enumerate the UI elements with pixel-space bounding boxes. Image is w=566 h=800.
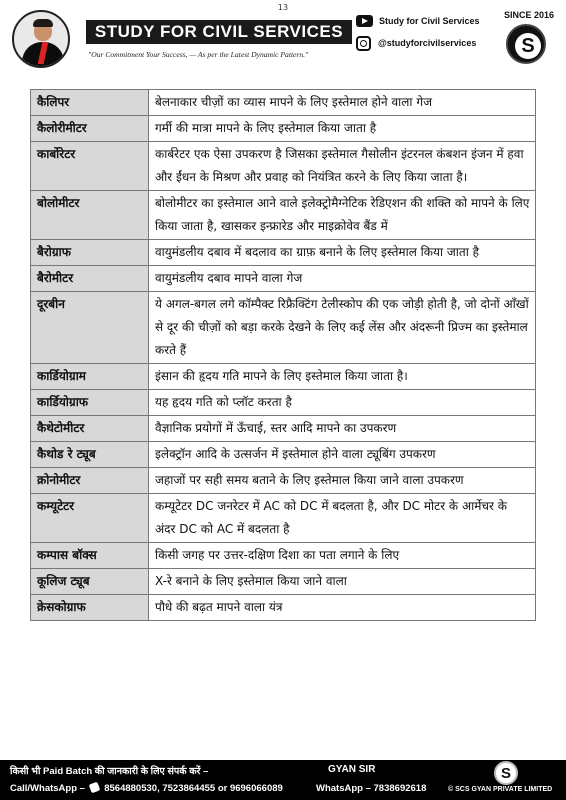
instagram-handle: @studyforcivilservices <box>378 38 477 48</box>
description-cell: जहाजों पर सही समय बताने के लिए इस्तेमाल किया जाने वाला उपकरण <box>149 468 536 494</box>
table-row <box>31 90 536 116</box>
table-row <box>31 595 536 621</box>
table-row <box>31 416 536 442</box>
term-cell: कम्पास बॉक्स <box>31 543 149 569</box>
table-row <box>31 442 536 468</box>
page-footer <box>0 760 566 800</box>
table-row <box>31 569 536 595</box>
description-cell: इलेक्ट्रॉन आदि के उत्सर्जन में इस्तेमाल होने वाला ट्यूबिंग उपकरण <box>149 442 536 468</box>
description-cell: गर्मी की मात्रा मापने के लिए इस्तेमाल किया जाता है <box>149 116 536 142</box>
description-cell: बोलोमीटर का इस्तेमाल आने वाले इलेक्ट्रोमैग्नेटिक रेडिएशन की शक्ति को मापने के लिए किया जाता है, खासकर इन्फ्रारेड और माइक्रोवेव बैंड में <box>149 191 536 240</box>
table-row <box>31 543 536 569</box>
description-cell: वैज्ञानिक प्रयोगों में ऊँचाई, स्तर आदि मापने का उपकरण <box>149 416 536 442</box>
description-cell: इंसान की हृदय गति मापने के लिए इस्तेमाल किया जाता है। <box>149 364 536 390</box>
description-cell: X-रे बनाने के लिए इस्तेमाल किया जाने वाला <box>149 569 536 595</box>
brand-tagline: "Our Commitment Your Success, — As per the Latest Dynamic Pattern." <box>88 50 309 59</box>
table-row <box>31 116 536 142</box>
since-label: SINCE 2016 <box>504 10 555 20</box>
term-cell: बैरोमीटर <box>31 266 149 292</box>
term-cell: क्रोनोमीटर <box>31 468 149 494</box>
contact-prefix: Call/WhatsApp – <box>10 783 85 794</box>
term-cell: कम्यूटेटर <box>31 494 149 543</box>
brand-logo <box>506 24 546 64</box>
description-cell: यह हृदय गति को प्लॉट करता है <box>149 390 536 416</box>
page-header <box>8 8 558 70</box>
footer-inquiry-text: किसी भी Paid Batch की जानकारी के लिए संपर्क करें – <box>10 766 209 777</box>
term-cell: कूलिज ट्यूब <box>31 569 149 595</box>
table-row <box>31 390 536 416</box>
table-row <box>31 468 536 494</box>
description-cell: ये अगल-बगल लगे कॉम्पैक्ट रिफ्रैक्टिंग टेलीस्कोप की एक जोड़ी होती है, जो दोनों आँखों से दूर की चीज़ों को बड़ा करके देखने के लिए कई लेंस और अंदरूनी प्रिज्म का इस्तेमाल करते हैं <box>149 292 536 364</box>
footer-logo-letter: S <box>500 765 511 782</box>
term-cell: कैलोरीमीटर <box>31 116 149 142</box>
description-cell: कार्बरेटर एक ऐसा उपकरण है जिसका इस्तेमाल गैसोलीन इंटरनल कंबशन इंजन में हवा और ईंधन के मिश्रण और प्रवाह को नियंत्रित करने के लिए किया जाता है। <box>149 142 536 191</box>
contact-numbers: 8564880530, 7523864455 or 9696066089 <box>104 783 283 794</box>
description-cell: किसी जगह पर उत्तर-दक्षिण दिशा का पता लगाने के लिए <box>149 543 536 569</box>
youtube-link[interactable] <box>356 12 506 30</box>
table-row <box>31 494 536 543</box>
footer-logo <box>494 761 518 785</box>
term-cell: कैथोड रे ट्यूब <box>31 442 149 468</box>
term-cell: क्रेसकोग्राफ <box>31 595 149 621</box>
table-row <box>31 292 536 364</box>
description-cell: बेलनाकार चीज़ों का व्यास मापने के लिए इस्तेमाल होने वाला गेज <box>149 90 536 116</box>
brand-title: STUDY FOR CIVIL SERVICES <box>86 20 352 44</box>
table-row <box>31 142 536 191</box>
description-cell: पौधे की बढ़त मापने वाला यंत्र <box>149 595 536 621</box>
table-row <box>31 191 536 240</box>
table-row <box>31 364 536 390</box>
term-cell: कार्डियोग्राम <box>31 364 149 390</box>
term-cell: कैथेटोमीटर <box>31 416 149 442</box>
term-cell: बैरोग्राफ <box>31 240 149 266</box>
footer-teacher-name: GYAN SIR <box>328 764 376 775</box>
term-cell: बोलोमीटर <box>31 191 149 240</box>
youtube-icon <box>356 15 373 27</box>
footer-whatsapp: WhatsApp – 7838692618 <box>316 783 427 794</box>
footer-contact-line <box>10 783 283 794</box>
page-number: 13 <box>277 3 289 12</box>
term-cell: दूरबीन <box>31 292 149 364</box>
youtube-channel-name: Study for Civil Services <box>379 16 480 26</box>
footer-company: © SCS GYAN PRIVATE LIMITED <box>448 786 553 793</box>
phone-icon <box>88 782 100 794</box>
term-cell: कैलिपर <box>31 90 149 116</box>
description-cell: वायुमंडलीय दबाव में बदलाव का ग्राफ़ बनाने के लिए इस्तेमाल किया जाता है <box>149 240 536 266</box>
table-row <box>31 240 536 266</box>
term-cell: कार्डियोग्राफ <box>31 390 149 416</box>
description-cell: वायुमंडलीय दबाव मापने वाला गेज <box>149 266 536 292</box>
instruments-table <box>30 89 536 621</box>
term-cell: कार्बोरेटर <box>31 142 149 191</box>
author-avatar <box>12 10 70 68</box>
description-cell: कम्यूटेटर DC जनरेटर में AC को DC में बदलता है, और DC मोटर के आर्मेचर के अंदर DC को AC में बदलता है <box>149 494 536 543</box>
instagram-icon <box>356 36 371 51</box>
social-links <box>356 12 506 56</box>
table-row <box>31 266 536 292</box>
logo-letter: S <box>515 33 541 59</box>
instagram-link[interactable] <box>356 34 506 52</box>
